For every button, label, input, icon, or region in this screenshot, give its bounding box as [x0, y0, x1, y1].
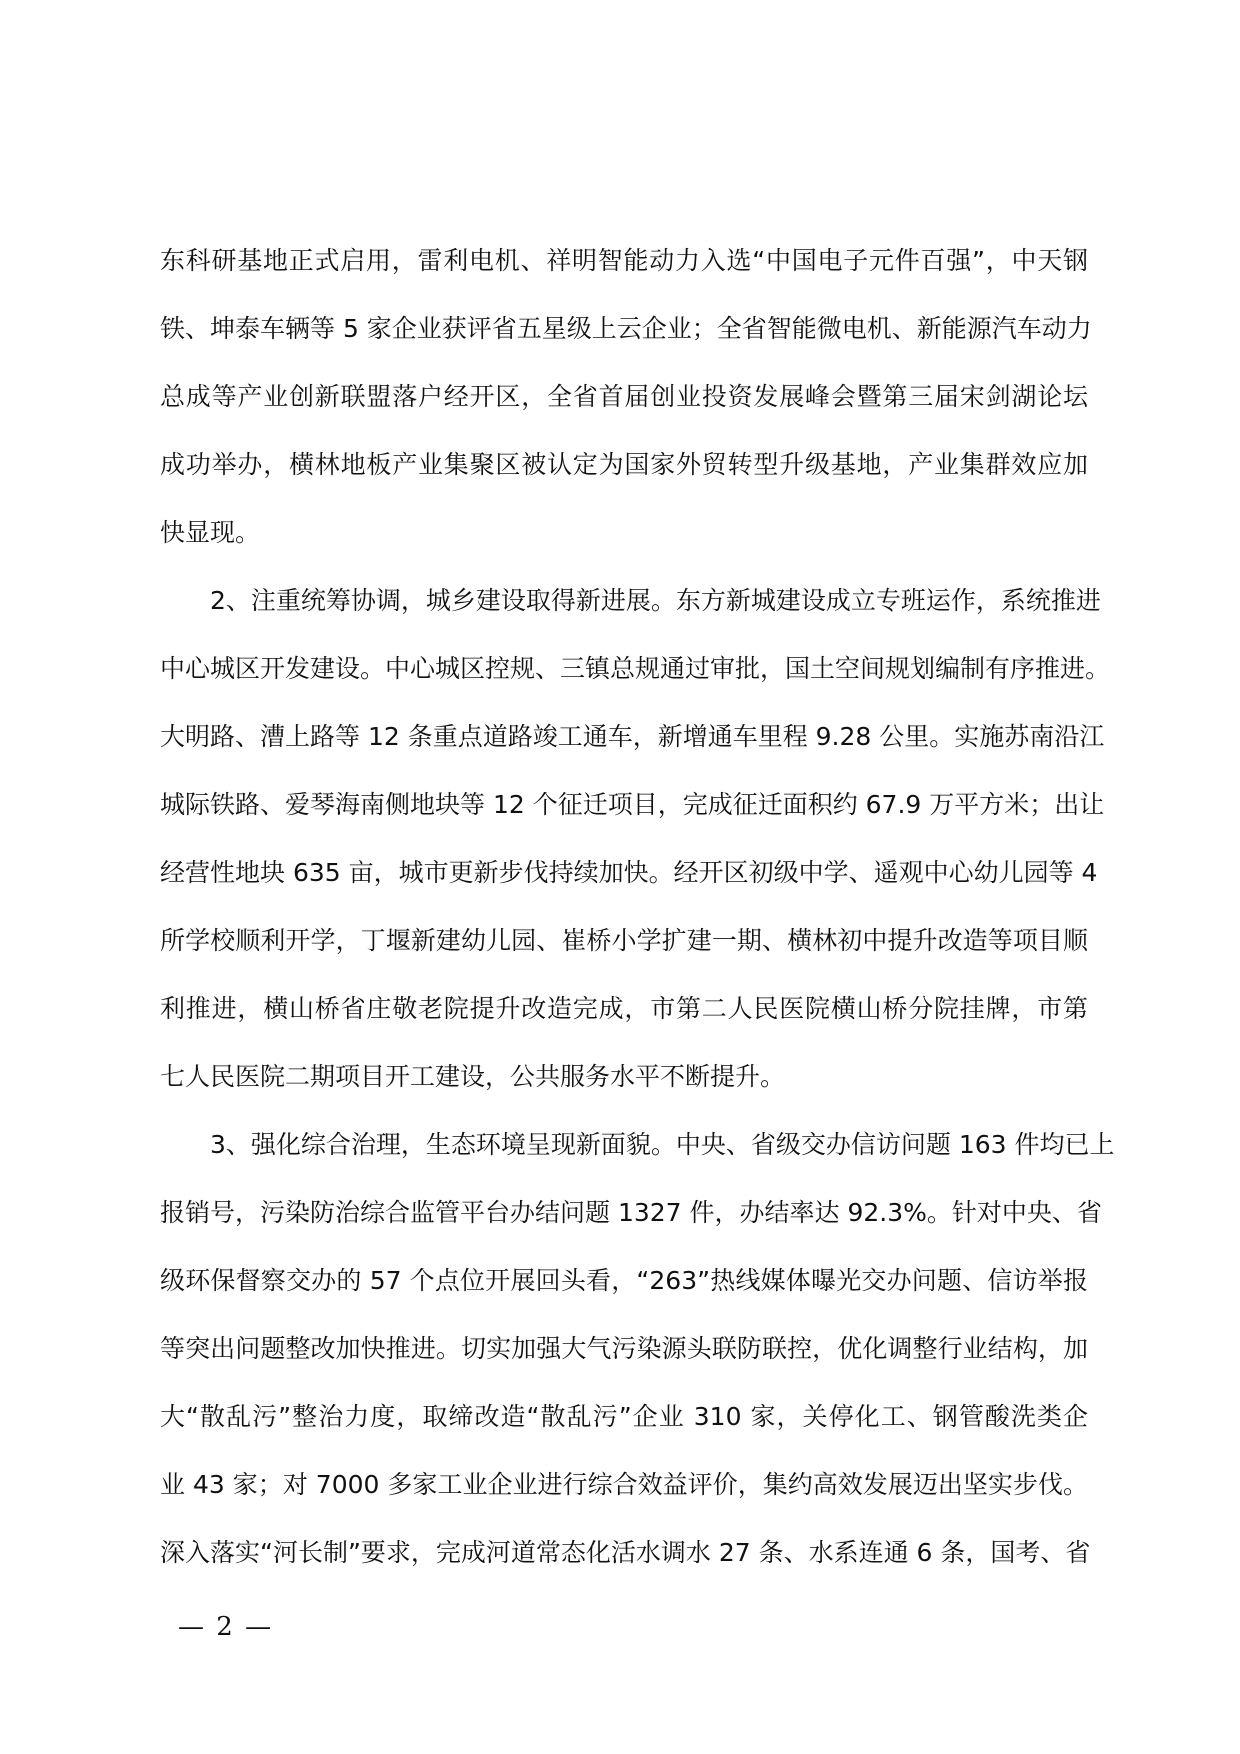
text-line: 东科研基地正式启用，雷利电机、祥明智能动力入选“中国电子元件百强”，中天钢: [160, 246, 1088, 275]
text-line: 铁、坤泰车辆等 5 家企业获评省五星级上云企业；全省智能微电机、新能源汽车动力: [160, 314, 1092, 343]
text-line: 快显现。: [160, 518, 261, 547]
text-line: 成功举办，横林地板产业集聚区被认定为国家外贸转型升级基地，产业集群效应加: [160, 450, 1088, 479]
text-line: 业 43 家；对 7000 多家工业企业进行综合效益评价，集约高效发展迈出坚实步伐。: [160, 1470, 1088, 1499]
text-line: 大“散乱污”整治力度，取缔改造“散乱污”企业 310 家，关停化工、钢管酸洗类企: [160, 1402, 1088, 1431]
text-line: 经营性地块 635 亩，城市更新步伐持续加快。经开区初级中学、遥观中心幼儿园等 4: [160, 858, 1098, 887]
text-line: 深入落实“河长制”要求，完成河道常态化活水调水 27 条、水系连通 6 条，国考、省: [160, 1538, 1091, 1567]
text-line: 等突出问题整改加快推进。切实加强大气污染源头联防联控，优化调整行业结构，加: [160, 1334, 1088, 1363]
text-line: 七人民医院二期项目开工建设，公共服务水平不断提升。: [160, 1062, 786, 1091]
text-line: 城际铁路、爱琴海南侧地块等 12 个征迁项目，完成征迁面积约 67.9 万平方米；出让: [160, 790, 1105, 819]
body-text: [160, 240, 1115, 1600]
text-line: 报销号，污染防治综合监管平台办结问题 1327 件，办结率达 92.3%。针对中央、省: [160, 1198, 1102, 1227]
page-number: — 2 —: [178, 1612, 274, 1642]
text-line: 所学校顺利开学，丁堰新建幼儿园、崔桥小学扩建一期、横林初中提升改造等项目顺: [160, 926, 1088, 955]
paragraph-3-first-line: 3、强化综合治理，生态环境呈现新面貌。中央、省级交办信访问题 163 件均已上: [210, 1130, 1115, 1159]
text-line: 总成等产业创新联盟落户经开区，全省首届创业投资发展峰会暨第三届宋剑湖论坛: [160, 382, 1088, 411]
text-line: 级环保督察交办的 57 个点位开展回头看，“263”热线媒体曝光交办问题、信访举报: [160, 1266, 1088, 1295]
text-line: 中心城区开发建设。中心城区控规、三镇总规通过审批，国土空间规划编制有序推进。: [160, 654, 1111, 683]
text-line: 利推进，横山桥省庄敬老院提升改造完成，市第二人民医院横山桥分院挂牌，市第: [160, 994, 1088, 1023]
paragraph-2-first-line: 2、注重统筹协调，城乡建设取得新进展。东方新城建设成立专班运作，系统推进: [210, 586, 1101, 615]
text-line: 大明路、漕上路等 12 条重点道路竣工通车，新增通车里程 9.28 公里。实施苏南沿江: [160, 722, 1105, 751]
